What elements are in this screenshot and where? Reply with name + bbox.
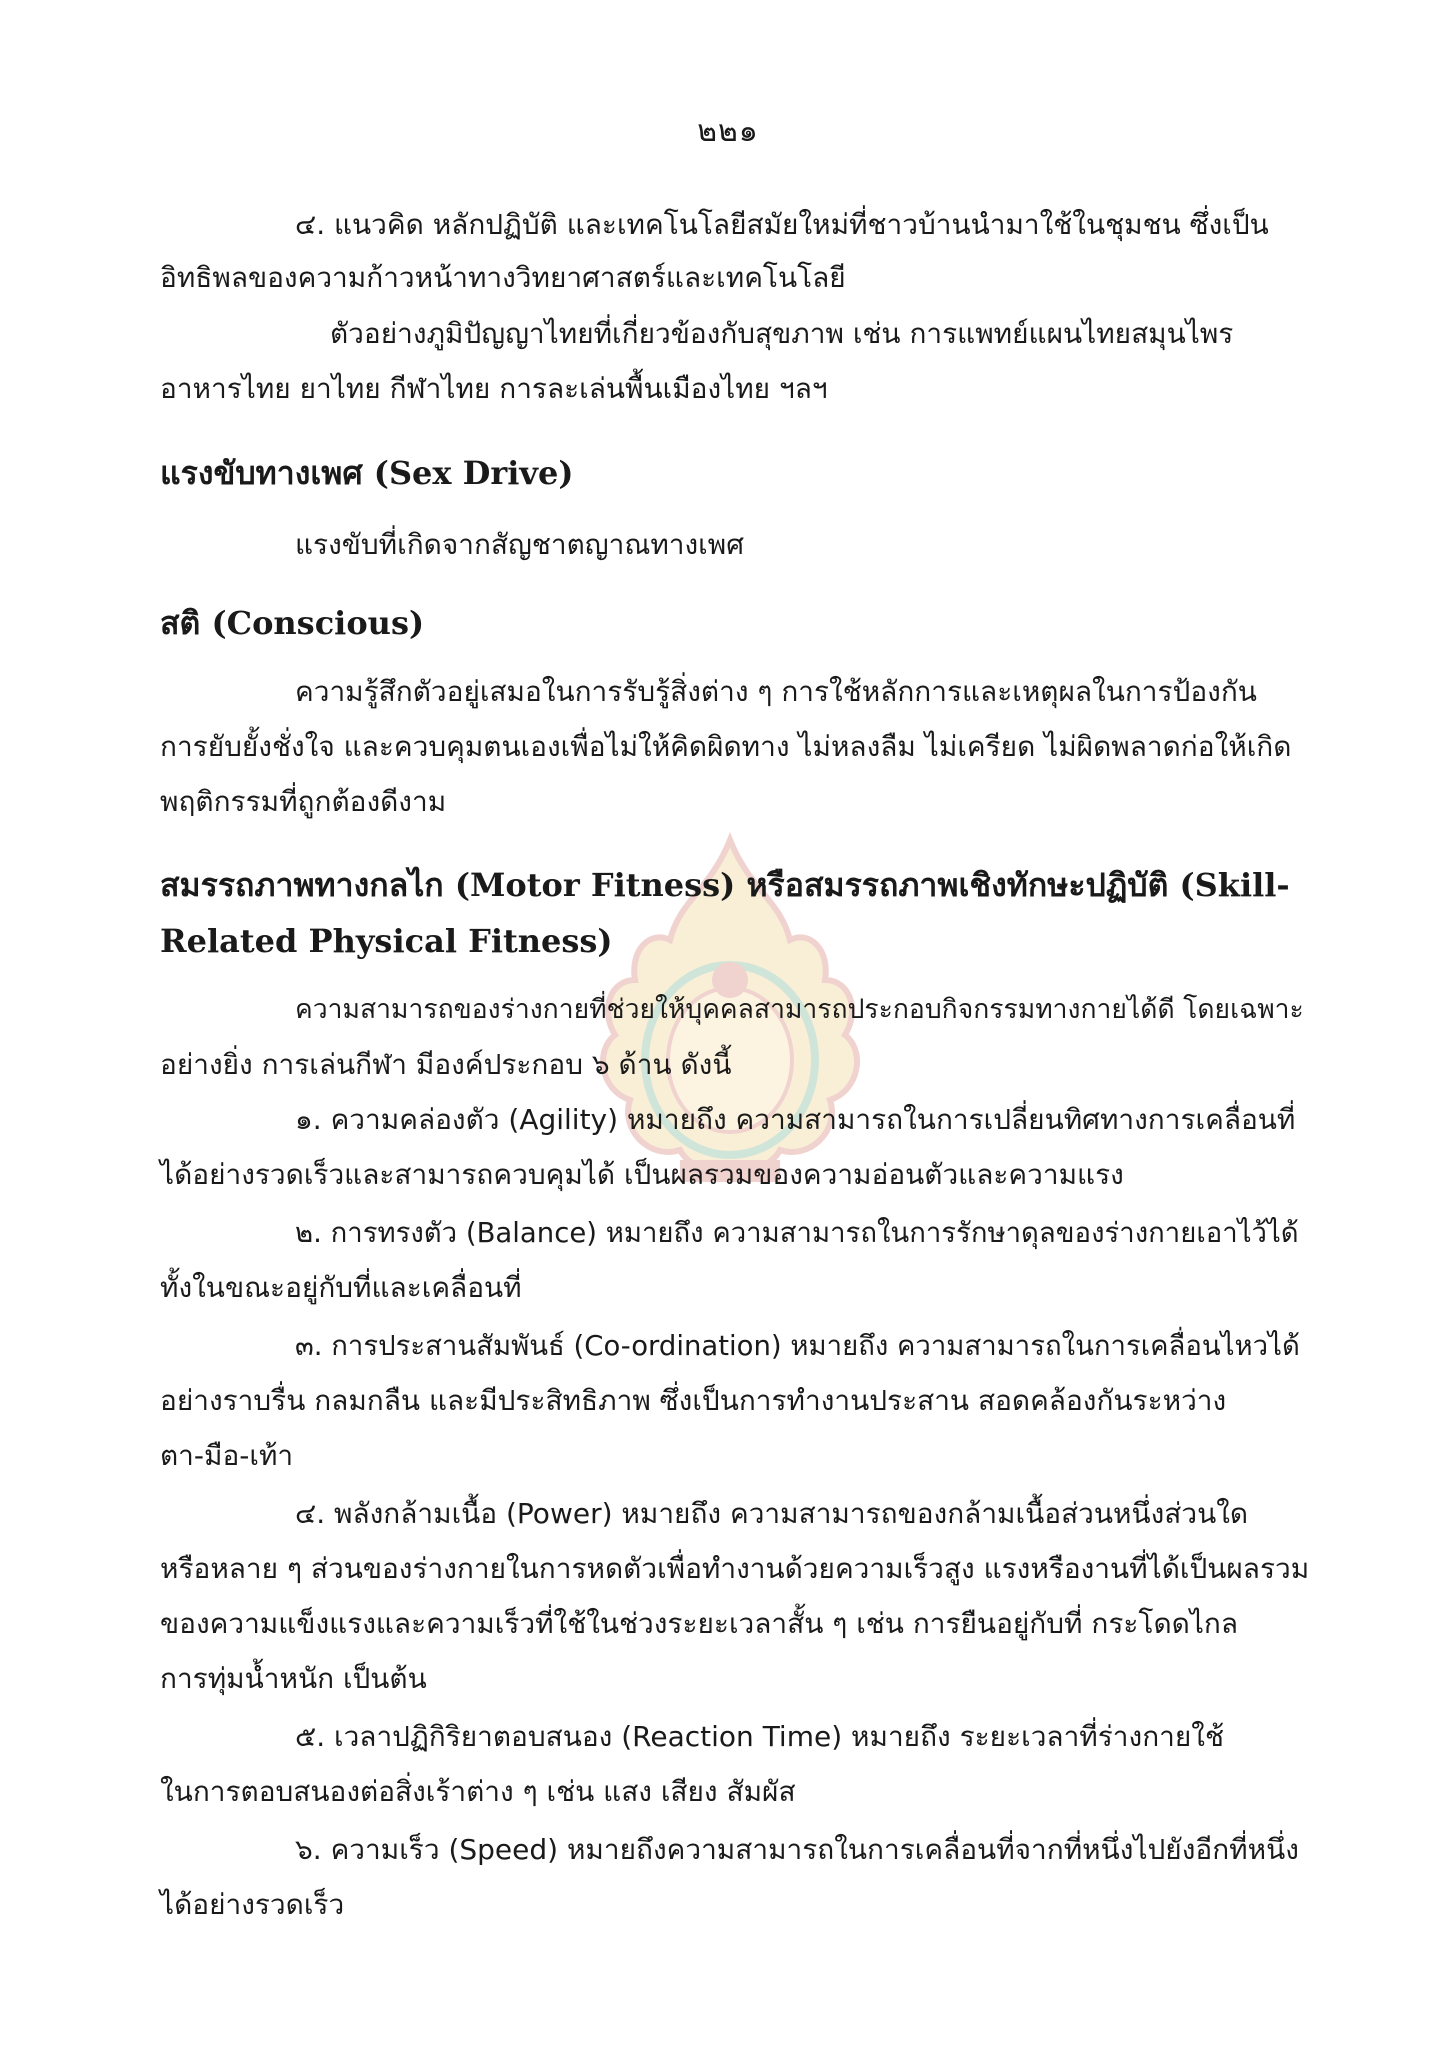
section-heading: Related Physical Fitness) xyxy=(160,922,613,960)
list-item-line: ได้อย่างรวดเร็วและสามารถควบคุมได้ เป็นผลรวมของความอ่อนตัวและความแรง xyxy=(160,1158,1124,1191)
paragraph-line: ตัวอย่างภูมิปัญญาไทยที่เกี่ยวข้องกับสุขภาพ เช่น การแพทย์แผนไทยสมุนไพร xyxy=(330,317,1234,350)
paragraph-line: อิทธิพลของความก้าวหน้าทางวิทยาศาสตร์และเทคโนโลยี xyxy=(160,261,846,294)
list-item-line: หรือหลาย ๆ ส่วนของร่างกายในการหดตัวเพื่อทำงานด้วยความเร็วสูง แรงหรืองานที่ได้เป็นผลรวม xyxy=(160,1552,1310,1585)
list-item-line: ในการตอบสนองต่อสิ่งเร้าต่าง ๆ เช่น แสง เสียง สัมผัส xyxy=(160,1775,796,1808)
paragraph-line: การยับยั้งชั่งใจ และควบคุมตนเองเพื่อไม่ให้คิดผิดทาง ไม่หลงลืม ไม่เครียด ไม่ผิดพลาดก่อให้เกิด xyxy=(160,730,1292,763)
list-item-line: ๓. การประสานสัมพันธ์ (Co-ordination) หมายถึง ความสามารถในการเคลื่อนไหวได้ xyxy=(295,1330,1300,1362)
list-item-line: การทุ่มน้ำหนัก เป็นต้น xyxy=(160,1662,427,1695)
list-item-line: ทั้งในขณะอยู่กับที่และเคลื่อนที่ xyxy=(160,1271,522,1304)
list-item-line: ๒. การทรงตัว (Balance) หมายถึง ความสามารถในการรักษาดุลของร่างกายเอาไว้ได้ xyxy=(295,1217,1299,1249)
list-item-line: ของความแข็งแรงและความเร็วที่ใช้ในช่วงระยะเวลาสั้น ๆ เช่น การยืนอยู่กับที่ กระโดดไกล xyxy=(160,1607,1239,1640)
section-heading: สมรรถภาพทางกลไก (Motor Fitness) หรือสมรรถภาพเชิงทักษะปฏิบัติ (Skill- xyxy=(160,866,1290,904)
page-number: ๒๒๑ xyxy=(697,114,759,149)
section-heading: แรงขับทางเพศ (Sex Drive) xyxy=(160,454,574,492)
section-heading: สติ (Conscious) xyxy=(160,604,425,642)
paragraph-line: พฤติกรรมที่ถูกต้องดีงาม xyxy=(160,785,447,818)
paragraph-line: อย่างยิ่ง การเล่นกีฬา มีองค์ประกอบ ๖ ด้าน ดังนี้ xyxy=(160,1048,732,1081)
list-item-line: ได้อย่างรวดเร็ว xyxy=(160,1888,345,1921)
list-item-line: ๔. พลังกล้ามเนื้อ (Power) หมายถึง ความสามารถของกล้ามเนื้อส่วนหนึ่งส่วนใด xyxy=(295,1497,1249,1530)
list-item-line: ๖. ความเร็ว (Speed) หมายถึงความสามารถในการเคลื่อนที่จากที่หนึ่งไปยังอีกที่หนึ่ง xyxy=(295,1833,1299,1866)
list-item-line: อย่างราบรื่น กลมกลืน และมีประสิทธิภาพ ซึ่งเป็นการทำงานประสาน สอดคล้องกันระหว่าง xyxy=(160,1384,1227,1417)
paragraph-line: อาหารไทย ยาไทย กีฬาไทย การละเล่นพื้นเมืองไทย ฯลฯ xyxy=(160,372,828,405)
paragraph-line: ความสามารถของร่างกายที่ช่วยให้บุคคลสามารถประกอบกิจกรรมทางกายได้ดี โดยเฉพาะ xyxy=(295,994,1304,1025)
list-item-line: ๕. เวลาปฏิกิริยาตอบสนอง (Reaction Time) หมายถึง ระยะเวลาที่ร่างกายใช้ xyxy=(295,1720,1224,1753)
list-item-line: ๑. ความคล่องตัว (Agility) หมายถึง ความสามารถในการเปลี่ยนทิศทางการเคลื่อนที่ xyxy=(295,1103,1296,1136)
paragraph-line: ๔. แนวคิด หลักปฏิบัติ และเทคโนโลยีสมัยใหม่ที่ชาวบ้านนำมาใช้ในชุมชน ซึ่งเป็น xyxy=(295,208,1269,241)
list-item-line: ตา-มือ-เท้า xyxy=(160,1439,294,1472)
paragraph-line: แรงขับที่เกิดจากสัญชาตญาณทางเพศ xyxy=(295,528,744,561)
paragraph-line: ความรู้สึกตัวอยู่เสมอในการรับรู้สิ่งต่าง ๆ การใช้หลักการและเหตุผลในการป้องกัน xyxy=(295,675,1257,708)
